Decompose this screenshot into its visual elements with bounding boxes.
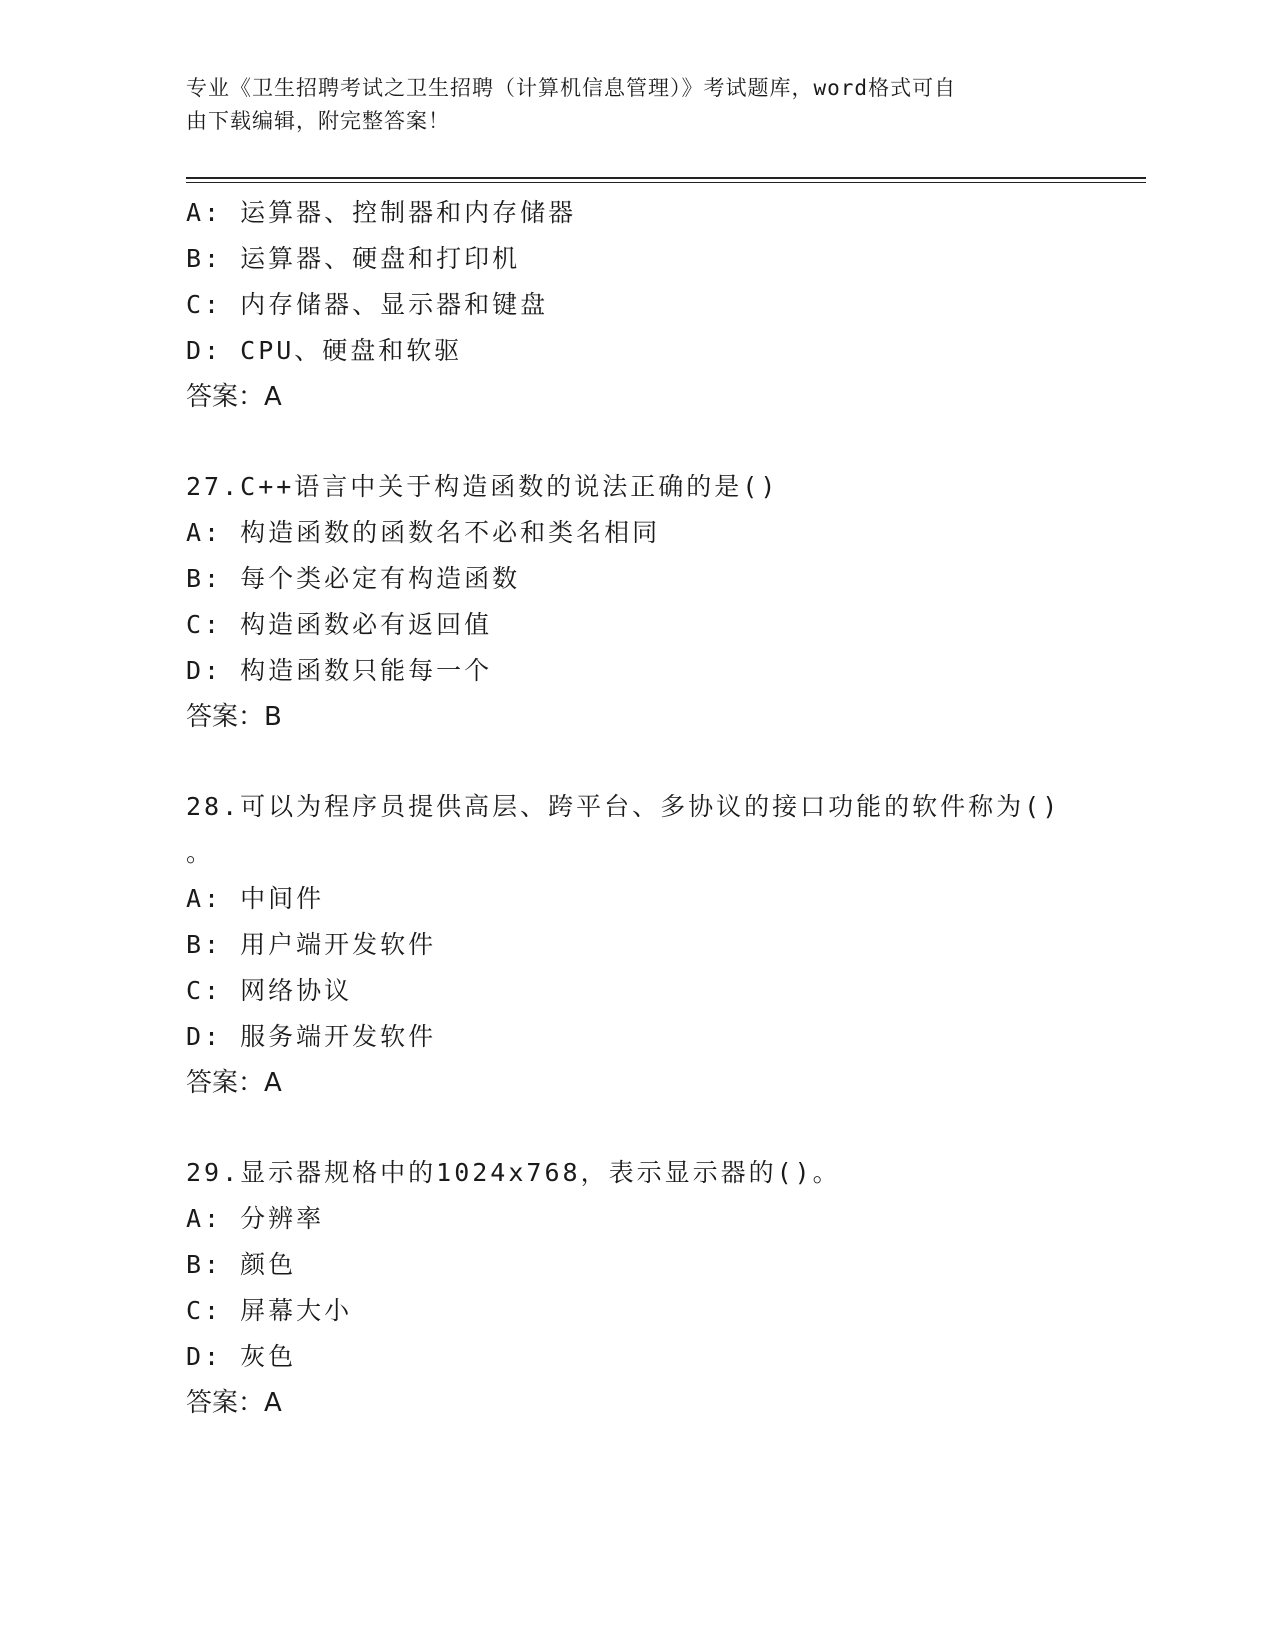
option-b: B: 用户端开发软件 (186, 930, 437, 959)
header-line-2: 由下载编辑，附完整答案！ (186, 109, 450, 133)
header-rule-thick (186, 177, 1146, 179)
question-stem: 28.可以为程序员提供高层、跨平台、多协议的接口功能的软件称为() (186, 792, 1061, 821)
option-a: A: 构造函数的函数名不必和类名相同 (186, 518, 661, 547)
option-c: C: 屏幕大小 (186, 1296, 353, 1325)
option-b: B: 每个类必定有构造函数 (186, 564, 521, 593)
option-a: A: 中间件 (186, 884, 325, 913)
option-a: A: 分辨率 (186, 1204, 325, 1233)
question-27 (186, 464, 1086, 740)
header-rule-thin (186, 182, 1146, 183)
question-stem-continuation: 。 (186, 838, 212, 867)
option-d: D: CPU、硬盘和软驱 (186, 336, 463, 365)
question-list (186, 190, 1086, 1426)
option-b: B: 颜色 (186, 1250, 297, 1279)
document-header (186, 72, 1066, 138)
option-b: B: 运算器、硬盘和打印机 (186, 244, 521, 273)
answer: 答案：A (186, 1388, 282, 1418)
question-26 (186, 190, 1086, 420)
option-c: C: 构造函数必有返回值 (186, 610, 493, 639)
answer: 答案：A (186, 1068, 282, 1098)
option-d: D: 构造函数只能每一个 (186, 656, 493, 685)
question-stem: 27.C++语言中关于构造函数的说法正确的是() (186, 472, 779, 501)
option-d: D: 服务端开发软件 (186, 1022, 437, 1051)
option-c: C: 内存储器、显示器和键盘 (186, 290, 549, 319)
question-29 (186, 1150, 1086, 1426)
answer: 答案：A (186, 382, 282, 412)
question-28 (186, 784, 1086, 1106)
option-c: C: 网络协议 (186, 976, 353, 1005)
answer: 答案：B (186, 702, 282, 732)
option-d: D: 灰色 (186, 1342, 297, 1371)
question-stem: 29.显示器规格中的1024x768，表示显示器的()。 (186, 1158, 841, 1187)
option-a: A: 运算器、控制器和内存储器 (186, 198, 577, 227)
header-line-1: 专业《卫生招聘考试之卫生招聘（计算机信息管理）》考试题库，word格式可自 (186, 76, 957, 100)
